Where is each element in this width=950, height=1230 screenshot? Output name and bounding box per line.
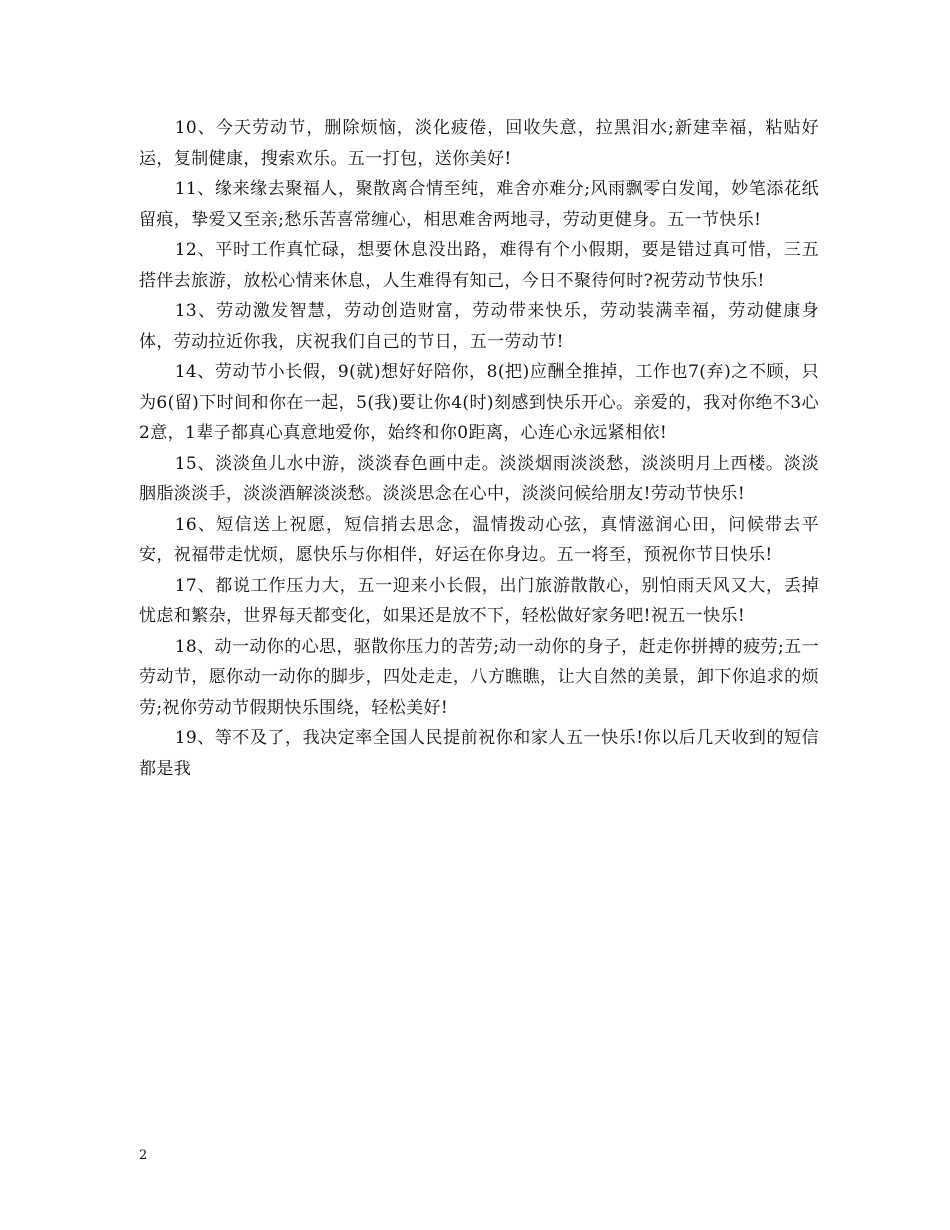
paragraph-13: 13、劳动激发智慧，劳动创造财富，劳动带来快乐，劳动装满幸福，劳动健康身体，劳动拉近你我，庆祝我们自己的节日，五一劳动节! [139, 301, 819, 352]
paragraph-14: 14、劳动节小长假，9(就)想好好陪你，8(把)应酬全推掉，工作也7(弃)之不顾，只为6(留)下时间和你在一起，5(我)要让你4(时)刻感到快乐开心。亲爱的，我对你绝不3心2意，1辈子都真心真意地爱你，始终和你0距离，心连心永远紧相依! [139, 362, 819, 443]
paragraph-19: 19、等不及了，我决定率全国人民提前祝你和家人五一快乐!你以后几天收到的短信都是我 [139, 728, 819, 779]
document-body [139, 113, 819, 784]
paragraph-10: 10、今天劳动节，删除烦恼，淡化疲倦，回收失意，拉黑泪水;新建幸福，粘贴好运，复制健康，搜索欢乐。五一打包，送你美好! [139, 118, 819, 169]
paragraph-15: 15、淡淡鱼儿水中游，淡淡春色画中走。淡淡烟雨淡淡愁，淡淡明月上西楼。淡淡胭脂淡淡手，淡淡酒解淡淡愁。淡淡思念在心中，淡淡问候给朋友!劳动节快乐! [139, 453, 819, 504]
paragraph-11: 11、缘来缘去聚福人，聚散离合情至纯，难舍亦难分;风雨飘零白发闻，妙笔添花纸留痕，挚爱又至亲;愁乐苦喜常缠心，相思难舍两地寻，劳动更健身。五一节快乐! [139, 179, 819, 230]
page-number: 2 [139, 1148, 148, 1163]
paragraph-17: 17、都说工作压力大，五一迎来小长假，出门旅游散散心，别怕雨天风又大，丢掉忧虑和繁杂，世界每天都变化，如果还是放不下，轻松做好家务吧!祝五一快乐! [139, 575, 819, 626]
paragraph-16: 16、短信送上祝愿，短信捎去思念，温情拨动心弦，真情滋润心田，问候带去平安，祝福带走忧烦，愿快乐与你相伴，好运在你身边。五一将至，预祝你节日快乐! [139, 514, 819, 565]
paragraph-18: 18、动一动你的心思，驱散你压力的苦劳;动一动你的身子，赶走你拼搏的疲劳;五一劳动节，愿你动一动你的脚步，四处走走，八方瞧瞧，让大自然的美景，卸下你追求的烦劳;祝你劳动节假期快乐围绕，轻松美好! [139, 636, 819, 718]
paragraph-12: 12、平时工作真忙碌，想要休息没出路，难得有个小假期，要是错过真可惜，三五搭伴去旅游，放松心情来休息，人生难得有知己，今日不聚待何时?祝劳动节快乐! [139, 240, 819, 291]
